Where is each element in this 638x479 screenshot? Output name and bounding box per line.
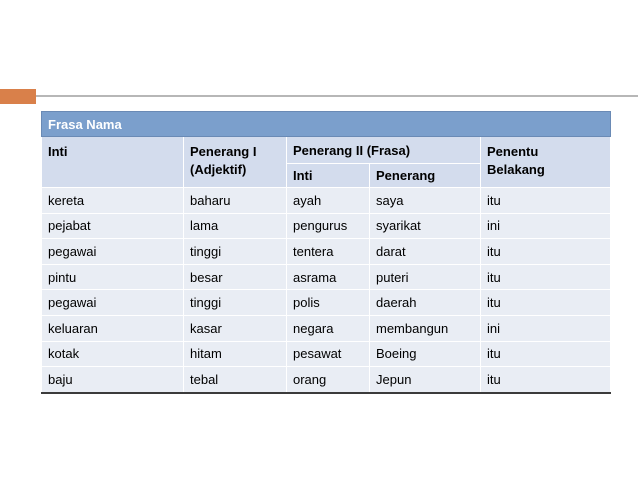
cell-penentu: itu: [481, 367, 611, 393]
accent-bar: [0, 89, 36, 104]
cell-penerang-2-penerang: puteri: [370, 264, 481, 290]
cell-penentu: itu: [481, 264, 611, 290]
cell-inti: kotak: [42, 341, 184, 367]
table-row: [42, 367, 611, 393]
cell-inti: pintu: [42, 264, 184, 290]
cell-penerang-2-inti: pengurus: [287, 213, 370, 239]
table-row: [42, 188, 611, 214]
cell-penerang-2-inti: tentera: [287, 239, 370, 265]
cell-penerang-2-penerang: membangun: [370, 315, 481, 341]
table-row: [42, 290, 611, 316]
cell-inti: pegawai: [42, 239, 184, 265]
header-penerang-2: Penerang II (Frasa): [287, 137, 481, 164]
cell-penerang-1: baharu: [184, 188, 287, 214]
cell-penentu: itu: [481, 341, 611, 367]
cell-penerang-2-penerang: Jepun: [370, 367, 481, 393]
cell-penerang-1: tinggi: [184, 239, 287, 265]
cell-penerang-2-inti: asrama: [287, 264, 370, 290]
cell-penerang-1: lama: [184, 213, 287, 239]
cell-penerang-2-inti: polis: [287, 290, 370, 316]
cell-penerang-2-penerang: daerah: [370, 290, 481, 316]
table-row: [42, 239, 611, 265]
cell-inti: pejabat: [42, 213, 184, 239]
frasa-nama-table: [41, 111, 611, 394]
cell-penerang-1: besar: [184, 264, 287, 290]
subheader-penerang: Penerang: [370, 164, 481, 188]
cell-penerang-1: tinggi: [184, 290, 287, 316]
cell-penentu: itu: [481, 239, 611, 265]
cell-penerang-1: kasar: [184, 315, 287, 341]
table-row: [42, 341, 611, 367]
cell-penerang-2-penerang: darat: [370, 239, 481, 265]
cell-inti: baju: [42, 367, 184, 393]
cell-penentu: itu: [481, 188, 611, 214]
cell-penerang-1: tebal: [184, 367, 287, 393]
cell-penentu: ini: [481, 213, 611, 239]
header-inti: Inti: [42, 137, 184, 188]
divider-line: [36, 95, 638, 97]
header-penentu-belakang: Penentu Belakang: [481, 137, 611, 188]
cell-inti: keluaran: [42, 315, 184, 341]
cell-inti: pegawai: [42, 290, 184, 316]
cell-penentu: itu: [481, 290, 611, 316]
cell-penerang-2-penerang: Boeing: [370, 341, 481, 367]
table-row: [42, 264, 611, 290]
cell-penerang-2-penerang: saya: [370, 188, 481, 214]
cell-penerang-2-inti: ayah: [287, 188, 370, 214]
table-row: [42, 213, 611, 239]
table-title-text: Frasa Nama: [48, 116, 122, 132]
cell-penerang-2-inti: pesawat: [287, 341, 370, 367]
table-row: [42, 315, 611, 341]
cell-inti: kereta: [42, 188, 184, 214]
cell-penerang-1: hitam: [184, 341, 287, 367]
cell-penerang-2-inti: orang: [287, 367, 370, 393]
cell-penerang-2-inti: negara: [287, 315, 370, 341]
header-penerang-1: Penerang I (Adjektif): [184, 137, 287, 188]
subheader-inti: Inti: [287, 164, 370, 188]
cell-penerang-2-penerang: syarikat: [370, 213, 481, 239]
cell-penentu: ini: [481, 315, 611, 341]
table-title: [42, 112, 611, 137]
